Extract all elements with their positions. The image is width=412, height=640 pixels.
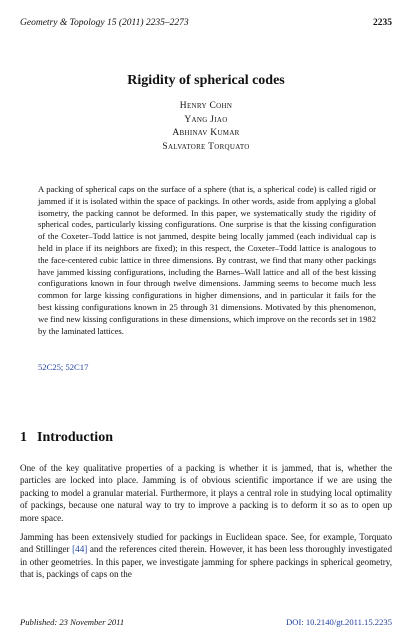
abstract: A packing of spherical caps on the surface of a sphere (that is, a spherical code) is called rigid or jammed if it is isolated within the space of packings. In other words, aside from applying a global isometry, the packing cannot be deformed. In this paper, we systematically study the rigidity of spherical codes, particularly kissing configurations. One surprise is that the kissing configuration of the Coxeter–Todd lattice is not jammed, despite being locally jammed (each individual cap is held in place if its neighbors are fixed); in this respect, the Coxeter–Todd lattice is analogous to the face-centered cubic lattice in three dimensions. By contrast, we find that many other packings have jammed kissing configurations, including the Barnes–Wall lattice and all of the best kissing configurations known in four through twelve dimensions. Jamming seems to become much less common for large kissing configurations in higher dimensions, and in particular it fails for the best kissing configurations known in 25 through 31 dimensions. Motivated by this phenomenon, we find new kissing configurations in these dimensions, which improve on the records set in 1982 by the laminated lattices. — [38, 184, 376, 336]
section-number: 1 — [20, 430, 27, 445]
page-footer — [20, 617, 392, 627]
author-name: Yang Jiao — [184, 114, 228, 125]
section-heading — [20, 430, 113, 446]
body-text — [20, 462, 392, 588]
page-number: 2235 — [373, 18, 392, 28]
author-name: Henry Cohn — [179, 101, 233, 111]
doi-link[interactable]: DOI: 10.2140/gt.2011.15.2235 — [286, 617, 392, 627]
published-date: Published: 23 November 2011 — [20, 617, 125, 627]
running-header — [20, 18, 392, 28]
journal-reference: Geometry & Topology 15 (2011) 2235–2273 — [20, 18, 189, 28]
author-list — [0, 100, 412, 154]
msc-classification-link[interactable]: 52C25; 52C17 — [38, 362, 89, 372]
paragraph: One of the key qualitative properties of a packing is whether it is jammed, that is, whether the particles are locked into place. Jamming is of obvious scientific importance if we are using the packing to model a granular material. Furthermore, it plays a central role in studying local optimality of packings, because one natural way to try to improve a packing is to deform it so as to open up more space. — [20, 463, 392, 523]
paragraph — [20, 531, 392, 581]
author-name: Salvatore Torquato — [162, 141, 250, 152]
paper-title: Rigidity of spherical codes — [127, 73, 285, 88]
citation-link[interactable]: [44] — [72, 544, 88, 555]
author-name: Abhinav Kumar — [172, 128, 240, 138]
paragraph-text: and the references cited therein. However, it has been less thoroughly investigated in other geometries. In this paper, we investigate jamming for sphere packings in spherical geometry, that is, packings of caps on the — [20, 544, 392, 580]
paragraph-text: Jamming has been extensively studied for packings in Euclidean space. See, for example, Torquato and Stillinger — [20, 532, 392, 555]
section-title: Introduction — [37, 430, 113, 445]
